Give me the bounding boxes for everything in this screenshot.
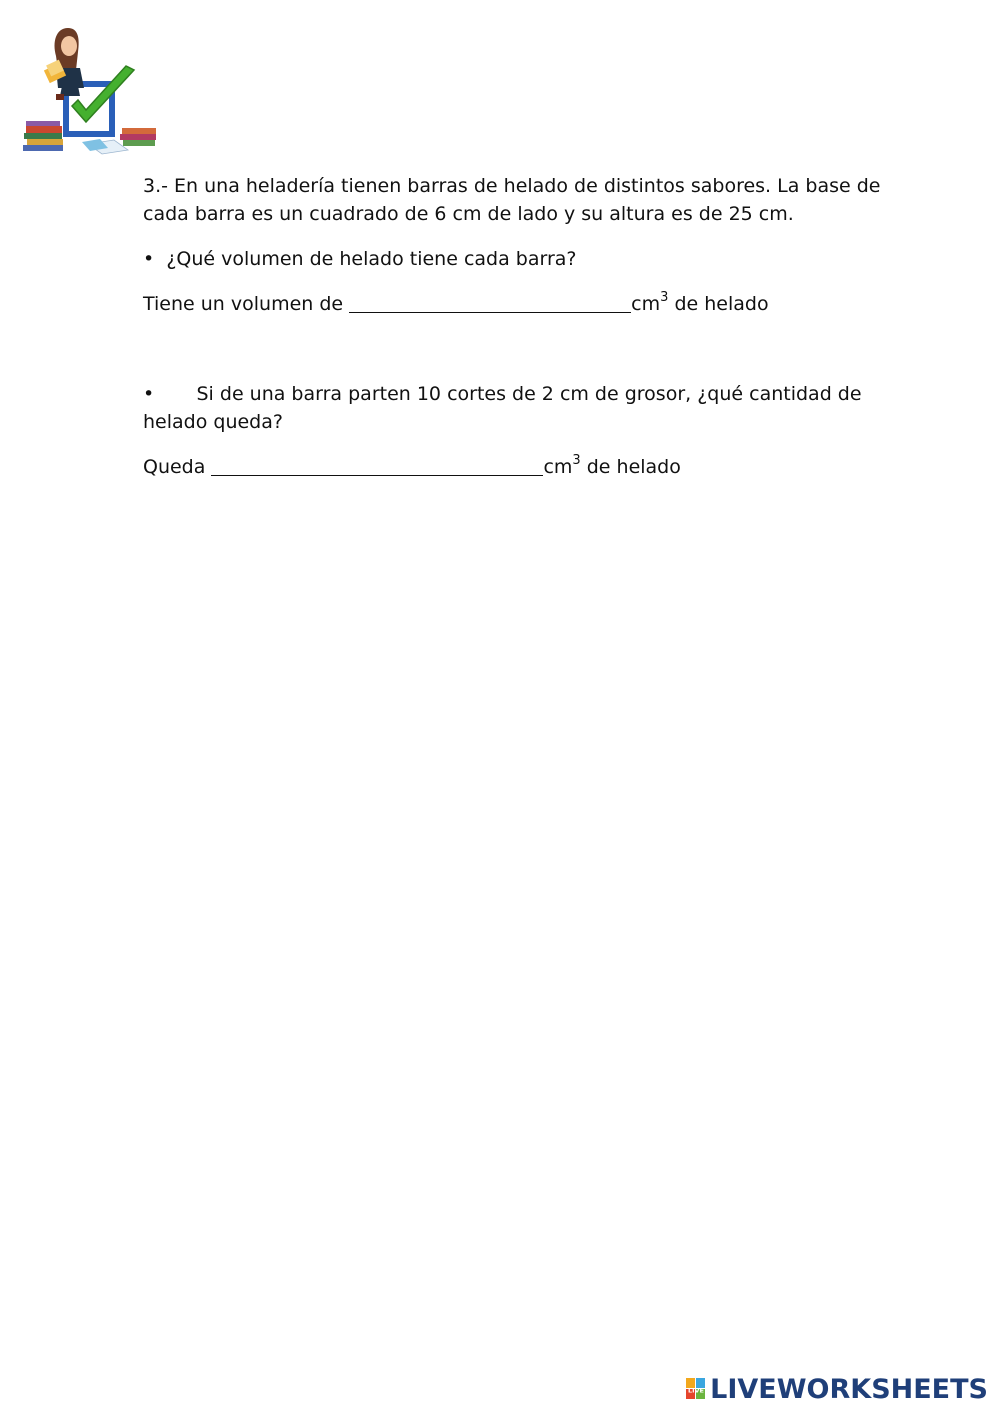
brand-name: LIVEWORKSHEETS bbox=[710, 1373, 988, 1405]
exercise-content bbox=[143, 172, 903, 481]
answer-line-1 bbox=[143, 290, 903, 318]
teacher-figure-icon bbox=[44, 28, 84, 100]
answer-2-input[interactable] bbox=[211, 459, 543, 479]
answer-2-prefix: Queda bbox=[143, 456, 206, 478]
teacher-with-checkmark-icon bbox=[18, 22, 163, 157]
books-left-icon bbox=[23, 121, 63, 151]
liveworksheets-logo-icon bbox=[686, 1378, 706, 1400]
answer-1-unit: cm bbox=[631, 293, 661, 315]
books-right-icon bbox=[120, 128, 156, 146]
question-1-text: ¿Qué volumen de helado tiene cada barra? bbox=[166, 248, 577, 270]
answer-1-input[interactable] bbox=[349, 296, 631, 316]
question-2 bbox=[143, 380, 903, 436]
answer-1-prefix: Tiene un volumen de bbox=[143, 293, 344, 315]
question-2-text: Si de una barra parten 10 cortes de 2 cm de grosor, ¿qué cantidad de helado queda? bbox=[143, 383, 862, 433]
answer-1-suffix: de helado bbox=[674, 293, 769, 315]
answer-1-unit-exponent: 3 bbox=[660, 289, 669, 305]
question-1 bbox=[143, 245, 903, 273]
bullet-1: • bbox=[143, 248, 155, 270]
answer-2-suffix: de helado bbox=[586, 456, 681, 478]
answer-line-2 bbox=[143, 453, 903, 481]
answer-1-blank[interactable] bbox=[349, 292, 631, 313]
answer-2-unit-exponent: 3 bbox=[572, 452, 581, 468]
bullet-2: • bbox=[143, 383, 155, 405]
exercise-intro: 3.- En una heladería tienen barras de helado de distintos sabores. La base de cada barra es un cuadrado de 6 cm de lado y su altura es de 25 cm. bbox=[143, 175, 881, 225]
answer-2-unit: cm bbox=[543, 456, 573, 478]
answer-2-blank[interactable] bbox=[211, 455, 543, 476]
brand-icon-letters: LIVE bbox=[688, 1388, 705, 1395]
liveworksheets-brand bbox=[686, 1374, 988, 1404]
